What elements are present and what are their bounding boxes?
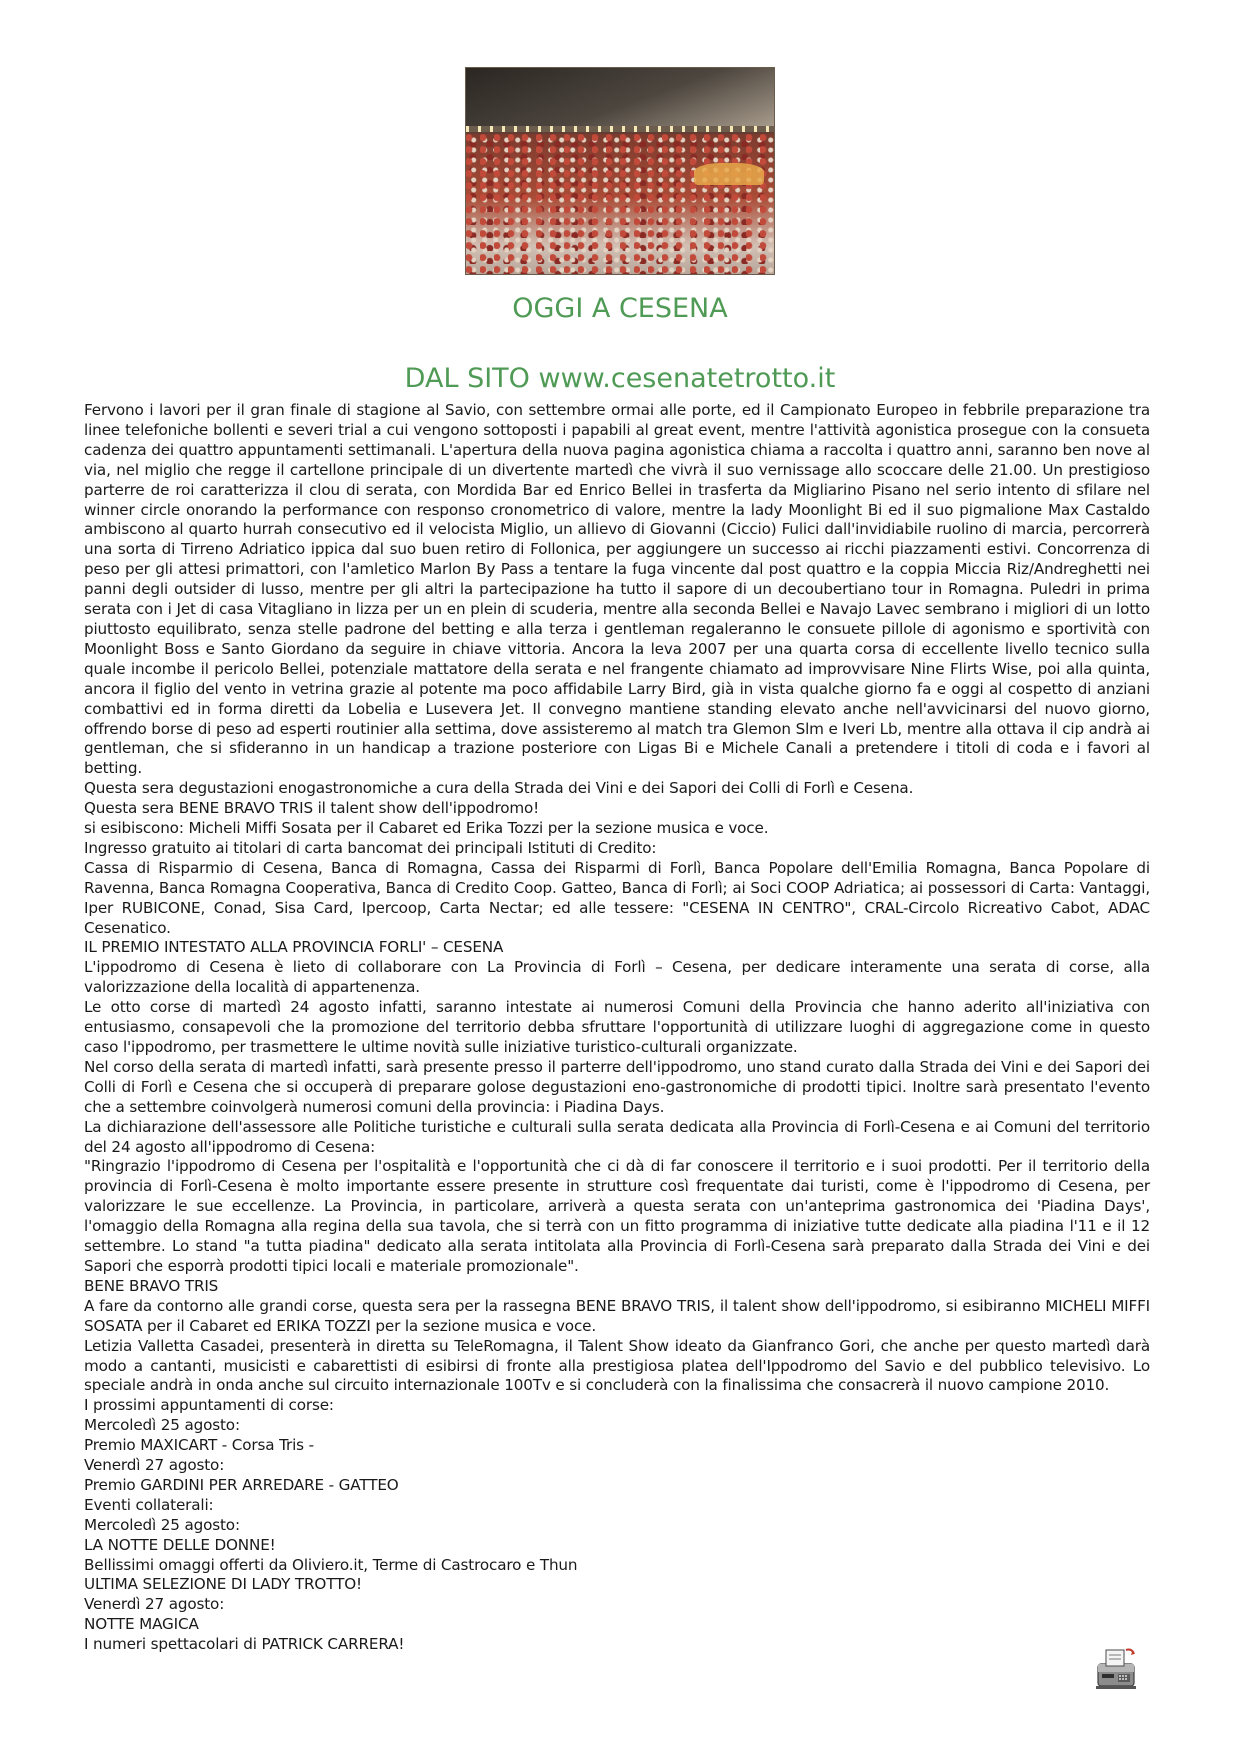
page-title: OGGI A CESENA — [512, 293, 728, 324]
ippodromo-photo — [465, 67, 775, 275]
paragraph: Letizia Valletta Casadei, presenterà in diretta su TeleRomagna, il Talent Show ideato da Gianfranco Gori, che anche per questo martedì darà modo a cantanti, musicisti e cabarettisti di esibirsi di fronte alla prestigiosa platea dell'Ippodromo del Savio e del pubblico televisivo. Lo speciale andrà in onda anche sul circuito internazionale 100Tv e si concluderà con la finalissima che consacrerà il nuovo campione 2010. — [84, 1336, 1150, 1395]
tent — [694, 163, 764, 185]
paragraph: si esibiscono: Micheli Miffi Sosata per il Cabaret ed Erika Tozzi per la sezione musica e voce. — [84, 819, 769, 838]
fax-machine-icon — [1092, 1646, 1140, 1692]
list-item: ULTIMA SELEZIONE DI LADY TROTTO! — [84, 1575, 362, 1594]
paragraph: Questa sera degustazioni enogastronomiche a cura della Strada dei Vini e dei Sapori dei Colli di Forlì e Cesena. — [84, 779, 914, 798]
paragraph: Cassa di Risparmio di Cesena, Banca di Romagna, Cassa dei Risparmi di Forlì, Banca Popolare dell'Emilia Romagna, Banca Popolare di Ravenna, Banca Romagna Cooperativa, Banca di Credito Coop. Gatteo, Banca di Forlì; ai Soci COOP Adriatica; ai possessori di Carta: Vantaggi, Iper RUBICONE, Conad, Sisa Card, Ipercoop, Carta Nectar; ed alle tessere: "CESENA IN CENTRO", CRAL-Circolo Ricreativo Cabot, ADAC Cesenatico. — [84, 858, 1150, 937]
list-item: I prossimi appuntamenti di corse: — [84, 1396, 334, 1415]
list-item: Bellissimi omaggi offerti da Oliviero.it, Terme di Castrocaro e Thun — [84, 1555, 578, 1574]
article-body — [84, 401, 1150, 1655]
paragraph: Ingresso gratuito ai titolari di carta bancomat dei principali Istituti di Credito: — [84, 838, 657, 857]
paragraph: Le otto corse di martedì 24 agosto infatti, saranno intestate ai numerosi Comuni della Provincia che hanno aderito all'iniziativa con entusiasmo, consapevoli che la promozione del territorio debba sfruttare l'opportunità di utilizzare luoghi di aggregazione come in questo caso l'ippodromo, per trasmettere le ultime novità sulle iniziative turistico-culturali organizzate. — [84, 998, 1150, 1056]
list-item: Eventi collaterali: — [84, 1495, 214, 1514]
paragraph: Fervono i lavori per il gran finale di stagione al Savio, con settembre ormai alle porte, ed il Campionato Europeo in febbrile preparazione tra linee telefoniche bollenti e severi trial a cui vengono sottoposti i papabili al great event, mentre l'attività agonistica prosegue con la consueta cadenza dei quattro appuntamenti settimanali. L'apertura della nuova pagina agonistica chiama a raccolta i quattro anni, saranno ben nove al via, nel miglio che regge il cartellone principale di un divertente martedì che vivrà il suo vernissage allo scoccare delle 21.00. Un prestigioso parterre de roi caratterizza il clou di serata, con Mordida Bar ed Enrico Bellei in trasferta da Migliarino Pisano nel serio intento di sfilare nel winner circle onorando la performance con responso cronometrico di valore, mentre la lady Moonlight Bi ed il suo pigmalione Max Castaldo ambiscono al quarto hurrah consecutivo ed il velocista Miglio, un allievo di Giovanni (Ciccio) Fulici dall'invidiabile ruolino di marcia, percorrerà una sorta di Tirreno Adriatico ippica dal suo buen retiro di Follonica, per aggiungere un successo ai ricchi piazzamenti estivi. Concorrenza di peso per gli attesi primattori, con l'amletico Marlon By Pass a tentare la fuga vincente dal post quattro e la coppia Miccia Riz/Andreghetti nei panni degli outsider di lusso, mentre per gli altri la partecipazione ha tutto il sapore di un decoubertiano tour in Romagna. Puledri in prima serata con i Jet di casa Vitagliano in lizza per un en plein di scuderia, mentre alla seconda Bellei e Navajo Lavec sembrano i migliori di un lotto piuttosto equilibrato, senza stelle padrone del betting e alla terza i gentleman regaleranno le consuete pillole di agonismo e sportività con Moonlight Boss e Santo Giordano da seguire in chiave vittoria. Ancora la leva 2007 per una quarta corsa di eccellente livello tecnico sulla quale incombe il pericolo Bellei, potenziale mattatore della serata e nel frangente chiamato ad improvvisare Nine Flirts Wise, poi alla quinta, ancora il figlio del vento in vetrina grazie al potente ma poco affidabile Larry Bird, già in vista qualche giorno fa e oggi al cospetto di anziani combattivi ed in forma diretti da Lobelia e Lusevera Jet. Il convegno mantiene standing elevato anche nell'avvicinarsi del nuovo giorno, offrendo borse di peso ad esperti routinier alla settima, dove assisteremo al match tra Glemon Slm e Iveri Lb, mentre alla ottava il cip andrà ai gentleman, che si sfideranno in un handicap a trazione posteriore con Ligas Bi e Michele Canali a pretendere i titoli di coda e i favori al betting. — [84, 401, 1150, 778]
stadium-lights — [466, 126, 774, 132]
page-subtitle: DAL SITO www.cesenatetrotto.it — [404, 363, 836, 394]
paragraph: Nel corso della serata di martedì infatti, sarà presente presso il parterre dell'ippodromo, uno stand curato dalla Strada dei Vini e dei Sapori dei Colli di Forlì e Cesena che si occuperà di preparare golose degustazioni eno-gastronomiche di prodotti tipici. Inoltre sarà presentato l'evento che a settembre coinvolgerà numerosi comuni della provincia: i Piadina Days. — [84, 1057, 1150, 1116]
list-item: NOTTE MAGICA — [84, 1615, 199, 1634]
crowd — [466, 134, 774, 274]
list-item: Mercoledì 25 agosto: — [84, 1416, 240, 1435]
section-heading: IL PREMIO INTESTATO ALLA PROVINCIA FORLI' – CESENA — [84, 938, 504, 957]
list-item: LA NOTTE DELLE DONNE! — [84, 1535, 276, 1554]
list-item: Premio MAXICART - Corsa Tris - — [84, 1436, 314, 1455]
paragraph: Questa sera BENE BRAVO TRIS il talent show dell'ippodromo! — [84, 799, 540, 818]
list-item: Premio GARDINI PER ARREDARE - GATTEO — [84, 1475, 399, 1494]
paragraph: A fare da contorno alle grandi corse, questa sera per la rassegna BENE BRAVO TRIS, il talent show dell'ippodromo, si esibiranno MICHELI MIFFI SOSATA per il Cabaret ed ERIKA TOZZI per la sezione musica e voce. — [84, 1296, 1150, 1335]
list-item: Mercoledì 25 agosto: — [84, 1515, 240, 1534]
list-item: Venerdì 27 agosto: — [84, 1456, 225, 1475]
list-item: I numeri spettacolari di PATRICK CARRERA! — [84, 1635, 405, 1654]
paragraph: "Ringrazio l'ippodromo di Cesena per l'ospitalità e l'opportunità che ci dà di far conoscere il territorio e i suoi prodotti. Per il territorio della provincia di Forlì-Cesena è molto importante essere presente in strutture così frequentate dai turisti, come è l'ippodromo di Cesena, per valorizzare le sue eccellenze. La Provincia, in particolare, arriverà a questa serata con un'anteprima gastronomica dei 'Piadina Days', l'omaggio della Romagna alla regina della sua tavola, che si terrà con un fitto programma di iniziative tutte dedicate alla piadina l'11 e il 12 settembre. Lo stand "a tutta piadina" dedicato alla serata intitolata alla Provincia di Forlì-Cesena sarà preparato dalla Strada dei Vini e dei Sapori che esporrà prodotti tipici locali e materiale promozionale". — [84, 1157, 1150, 1275]
list-item: Venerdì 27 agosto: — [84, 1595, 225, 1614]
paragraph: L'ippodromo di Cesena è lieto di collaborare con La Provincia di Forlì – Cesena, per dedicare interamente una serata di corse, alla valorizzazione della località di appartenenza. — [84, 958, 1150, 997]
grandstand-roof — [466, 68, 774, 128]
paragraph: La dichiarazione dell'assessore alle Politiche turistiche e culturali sulla serata dedicata alla Provincia di Forlì-Cesena e ai Comuni del territorio del 24 agosto all'ippodromo di Cesena: — [84, 1117, 1150, 1156]
section-heading: BENE BRAVO TRIS — [84, 1276, 219, 1295]
